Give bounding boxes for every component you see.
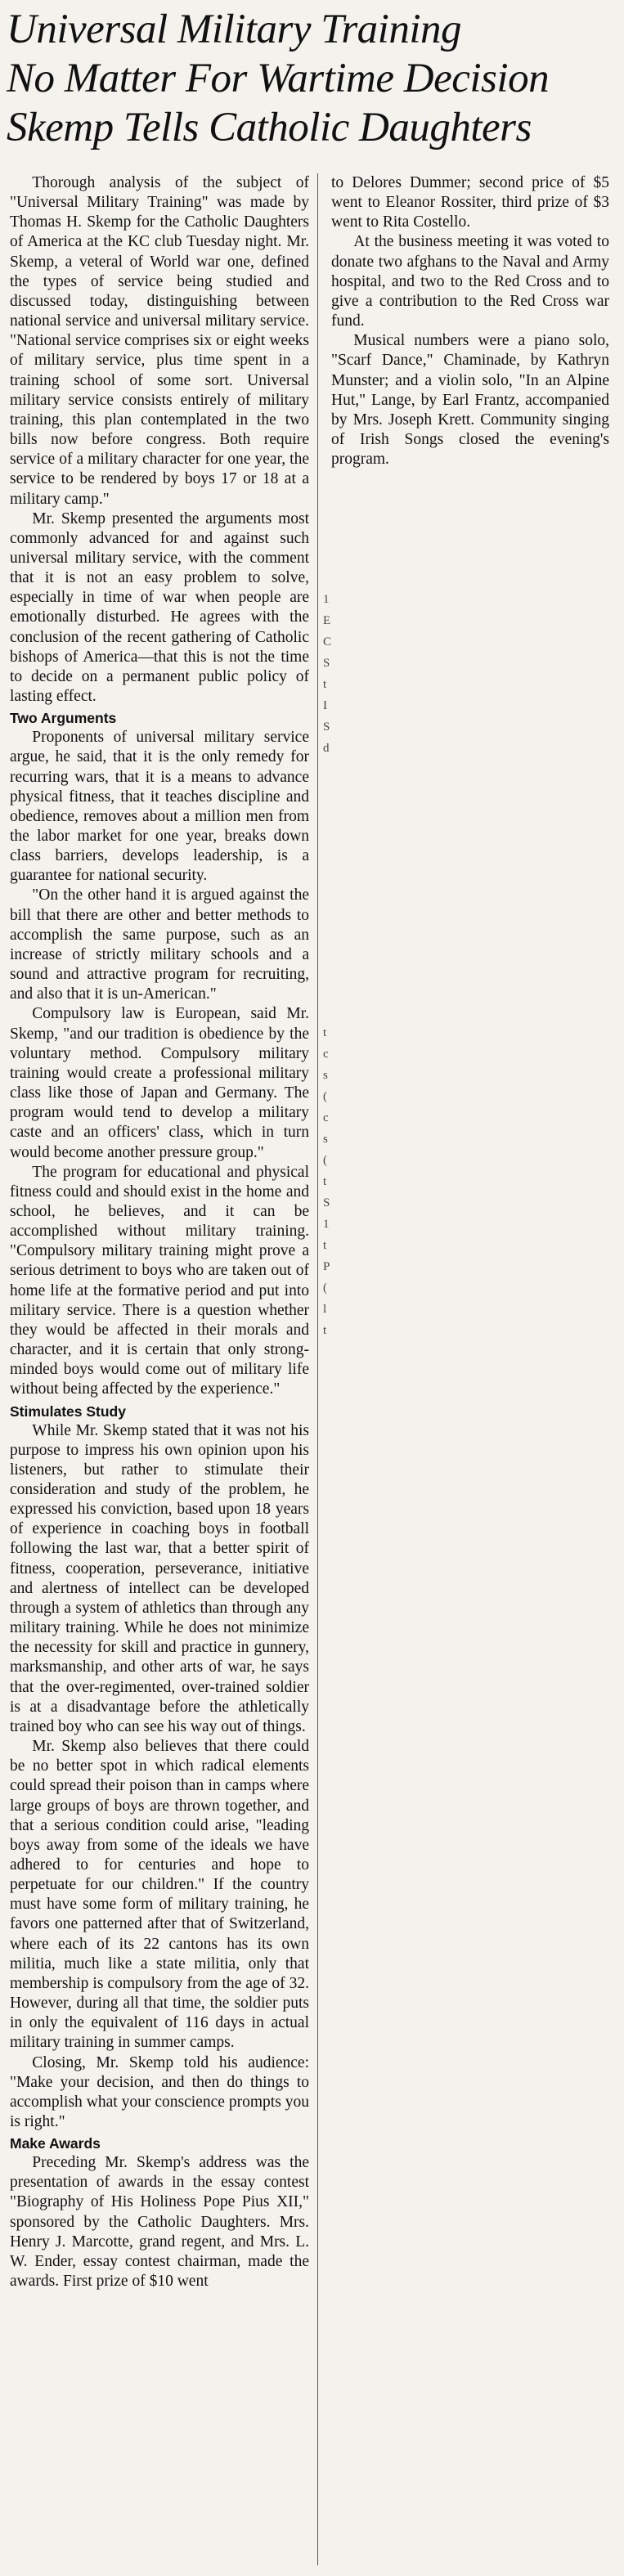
column-divider — [317, 173, 318, 2565]
headline-line-2: No Matter For Wartime Decision — [7, 56, 550, 101]
headline — [7, 5, 620, 152]
article-column-right — [331, 173, 609, 469]
body-paragraph: Mr. Skemp also believes that there could be no better spot in which radical elements could spread their poison than in camps where large groups of boys are thrown together, and that a serious condition could arise, "leading boys away from some of the ideals we have adhered to for centuries and hope to perpetuate for our children." If the country must have some form of military training, he favors one patterned after that of Switzerland, where each of its 22 cantons has its own militia, much like a state militia, only that membership is compulsory from the age of 32. However, during all that time, the soldier puts in only the equivalent of 116 days in actual military training in summer camps. — [10, 1738, 309, 2052]
margin-fragment: l — [323, 1303, 327, 1316]
margin-fragment: 1 — [323, 593, 330, 606]
margin-fragment: c — [323, 1111, 329, 1124]
body-paragraph: Musical numbers were a piano solo, "Scarf Dance," Chaminade, by Kathryn Munster; and a violin solo, "In an Alpine Hut," Lange, by Earl Frantz, accompanied by Mrs. Joseph Krett. Community singing of Irish Songs closed the evening's program. — [331, 332, 609, 469]
margin-fragment: ( — [323, 1281, 327, 1295]
adjacent-column-fragments-top — [323, 589, 331, 759]
body-paragraph: While Mr. Skemp stated that it was not his purpose to impress his own opinion upon his listeners, but rather to stimulate their consideration and study of the problem, he expressed his conviction, based upon 18 years of experience in coaching boys in football following the last war, that a better spirit of fitness, cooperation, perseverance, initiative and alertness of intellect can be developed through a system of athletics than through any military training. While he does not minimize the necessity for skill and practice in gunnery, marksmanship, and other arts of war, he says that the over-regimented, over-trained soldier is at a disadvantage before the athletically trained boy who can see his way out of things. — [10, 1421, 309, 1735]
margin-fragment: 1 — [323, 1218, 330, 1231]
margin-fragment: E — [323, 614, 331, 627]
continued-paragraph: to Delores Dummer; second price of $5 went to Eleanor Rossiter, third prize of $3 went to Rita Costello. — [331, 174, 609, 231]
headline-line-3: Skemp Tells Catholic Daughters — [7, 105, 532, 150]
adjacent-column-fragments-bottom — [323, 1022, 331, 1341]
headline-line-1: Universal Military Training — [7, 7, 462, 52]
margin-fragment: t — [323, 1175, 327, 1188]
margin-fragment: S — [323, 657, 330, 670]
margin-fragment: d — [323, 742, 330, 755]
margin-fragment: I — [323, 699, 327, 712]
article-column-left — [10, 173, 309, 2291]
margin-fragment: s — [323, 1069, 328, 1082]
subheading-make-awards: Make Awards — [10, 2135, 101, 2152]
margin-fragment: P — [323, 1260, 330, 1273]
body-paragraph: At the business meeting it was voted to donate two afghans to the Naval and Army hospital, and two to the Red Cross and to give a contribution to the Red Cross war fund. — [331, 233, 609, 330]
intro-paragraph: Mr. Skemp presented the arguments most commonly advanced for and against such universal military service, with the comment that it is not an easy problem to solve, especially in time of war when people are emotionally disturbed. He agrees with the conclusion of the recent gathering of Catholic bishops of America—that this is not the time to decide on a permanent public policy of lasting effect. — [10, 509, 309, 706]
margin-fragment: t — [323, 1239, 327, 1252]
margin-fragment: ( — [323, 1090, 327, 1103]
margin-fragment: t — [323, 678, 327, 691]
body-paragraph: Closing, Mr. Skemp told his audience: "Make your decision, and then do things to accomplish what your conscience prompts you is right." — [10, 2053, 309, 2130]
margin-fragment: t — [323, 1324, 327, 1337]
body-paragraph: "On the other hand it is argued against the bill that there are other and better methods to accomplish the same purpose, such as an increase of strictly military schools and a sound and attractive program for recruiting, and also that it is un-American." — [10, 886, 309, 1003]
intro-paragraph: Thorough analysis of the subject of "Universal Military Training" was made by Thomas H. Skemp for the Catholic Daughters of America at the KC club Tuesday night. Mr. Skemp, a veteral of World war one, defined the types of service being studied and discussed today, distinguishing between national service and universal military service. "National service comprises six or eight weeks of military service, plus time spent in a training school of some sort. Universal military service consists entirely of military training, this plan contemplated in the two bills now before congress. Both require service of a military character for one year, the service to be rendered by boys 17 or 18 at a military camp." — [10, 174, 309, 508]
subheading-two-arguments: Two Arguments — [10, 710, 117, 727]
body-paragraph: The program for educational and physical fitness could and should exist in the home and school, he believes, and it can be accomplished without military training. "Compulsory military training might prove a serious detriment to boys who are taken out of home life at the formative period and put into military service. There is a question whether they would be affected in their morals and character, and it is certain that only strong-minded boys would come out of military life without being affected by the experience." — [10, 1163, 309, 1398]
margin-fragment: ( — [323, 1154, 327, 1167]
subheading-stimulates-study: Stimulates Study — [10, 1402, 126, 1420]
margin-fragment: c — [323, 1048, 329, 1061]
body-paragraph: Compulsory law is European, said Mr. Skemp, "and our tradition is obedience by the voluntary method. Compulsory military training would create a professional military class like those of Japan and Germany. The program would tend to develop a military caste and an officers' class, which in turn would become another pressure group." — [10, 1005, 309, 1161]
margin-fragment: s — [323, 1133, 328, 1146]
margin-fragment: t — [323, 1026, 327, 1039]
margin-fragment: S — [323, 1196, 330, 1209]
margin-fragment: S — [323, 720, 330, 734]
margin-fragment: C — [323, 635, 332, 648]
body-paragraph: Preceding Mr. Skemp's address was the presentation of awards in the essay contest "Biography of His Holiness Pope Pius XII," sponsored by the Catholic Daughters. Mrs. Henry J. Marcotte, grand regent, and Mrs. L. W. Ender, essay contest chairman, made the awards. First prize of $10 went — [10, 2154, 309, 2291]
body-paragraph: Proponents of universal military service argue, he said, that it is the only remedy for recurring wars, that it is a means to advance physical fitness, that it teaches discipline and obedience, removes about a million men from the labor market for one year, breaks down class barriers, develops leadership, is a guarantee for national security. — [10, 729, 309, 885]
